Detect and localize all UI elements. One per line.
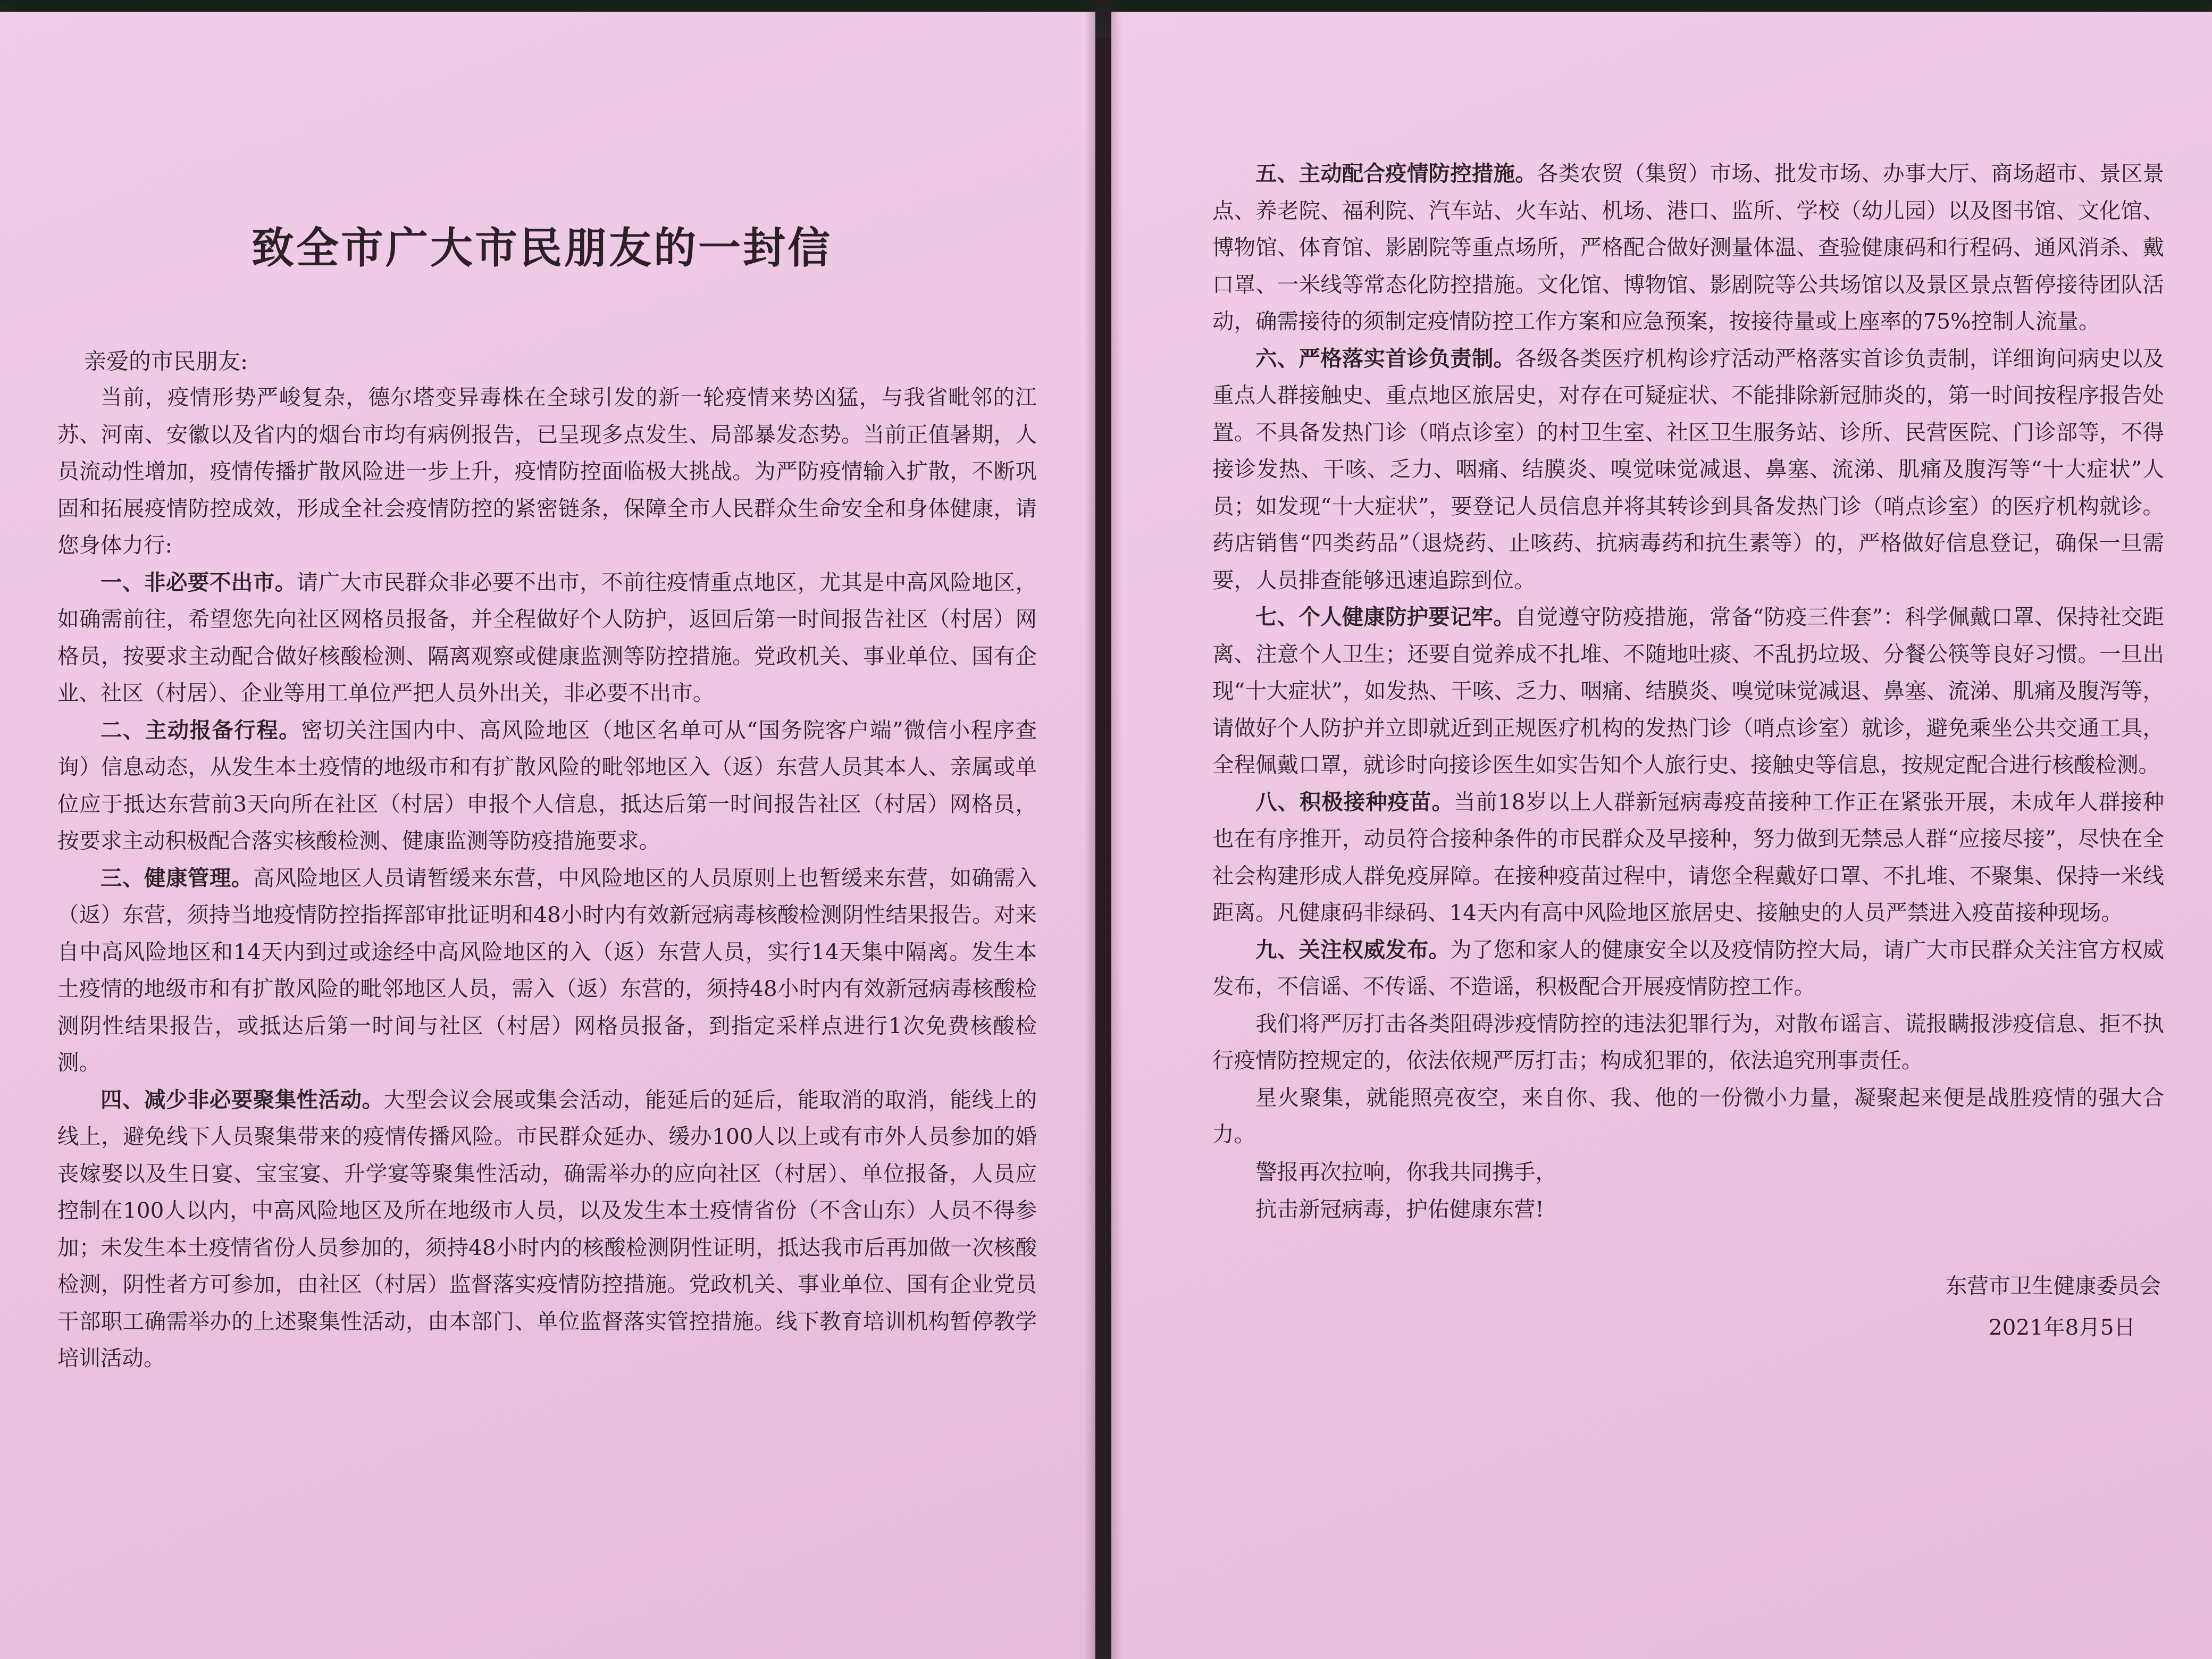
section-3 — [26, 860, 1037, 1082]
section-body: 密切关注国内中、高风险地区（地区名单可从“国务院客户端”微信小程序查询）信息动态，从发生本土疫情的地级市和有扩散风险的毗邻地区入（返）东营人员其本人、亲属或单位应于抵达东营前3天向所在社区（村居）申报个人信息，抵达后第一时间报告社区（村居）网格员，按要求主动积极配合落实核酸检测、健康监测等防疫措施要求。 — [57, 717, 1037, 853]
slogan-line-1: 警报再次拉响，你我共同携手， — [1255, 1159, 1557, 1185]
section-heading: 一、非必要不出市。 — [100, 569, 297, 595]
section-heading: 三、健康管理。 — [100, 865, 253, 891]
closing-paragraph-1: 我们将严厉打击各类阻碍涉疫情防控的违法犯罪行为，对散布谣言、谎报瞒报涉疫信息、拒不执行疫情防控规定的，依法依规严厉打击；构成犯罪的，依法追究刑事责任。 — [1212, 1010, 2164, 1073]
signature-date: 2021年8月5日 — [1988, 1314, 2135, 1340]
closing-paragraph-2: 星火聚集，就能照亮夜空，来自你、我、他的一份微小力量，凝聚起来便是战胜疫情的强大合力。 — [1212, 1084, 2164, 1147]
section-9 — [1212, 932, 2164, 1006]
intro-paragraph: 当前，疫情形势严峻复杂，德尔塔变异毒株在全球引发的新一轮疫情来势凶猛，与我省毗邻的江苏、河南、安徽以及省内的烟台市均有病例报告，已呈现多点发生、局部暴发态势。当前正值暑期，人员流动性增加，疫情传播扩散风险进一步上升，疫情防控面临极大挑战。为严防疫情输入扩散，不断巩固和拓展疫情防控成效，形成全社会疫情防控的紧密链条，保障全市人民群众生命安全和身体健康，请您身体力行: — [57, 384, 1037, 558]
section-body: 高风险地区人员请暂缓来东营，中风险地区的人员原则上也暂缓来东营，如确需入（返）东营，须持当地疫情防控指挥部审批证明和48小时内有效新冠病毒核酸检测阴性结果报告。对来自中高风险地区和14天内到过或途经中高风险地区的入（返）东营人员，实行14天集中隔离。发生本土疫情的地级市和有扩散风险的毗邻地区人员，需入（返）东营的，须持48小时内有效新冠病毒核酸检测阴性结果报告，或抵达后第一时间与社区（村居）网格员报备，到指定采样点进行1次免费核酸检测。 — [57, 865, 1037, 1075]
section-body: 为了您和家人的健康安全以及疫情防控大局，请广大市民群众关注官方权威发布，不信谣、不传谣、不造谣，积极配合开展疫情防控工作。 — [1212, 936, 2165, 999]
page-fold-shadow — [1085, 0, 1122, 1659]
signature-org: 东营市卫生健康委员会 — [1946, 1272, 2161, 1298]
section-8 — [1212, 784, 2164, 932]
section-body: 请广大市民群众非必要不出市，不前往疫情重点地区，尤其是中高风险地区，如确需前往，希望您先向社区网格员报备，并全程做好个人防护，返回后第一时间报告社区（村居）网格员，按要求主动配合做好核酸检测、隔离观察或健康监测等防控措施。党政机关、事业单位、国有企业、社区（村居）、企业等用工单位严把人员外出关，非必要不出市。 — [57, 569, 1037, 706]
section-heading: 九、关注权威发布。 — [1255, 936, 1451, 962]
signature-block — [1212, 1265, 2164, 1348]
section-1 — [26, 564, 1037, 712]
section-body: 各级各类医疗机构诊疗活动严格落实首诊负责制，详细询问病史以及重点人群接触史、重点地区旅居史，对存在可疑症状、不能排除新冠肺炎的，第一时间按程序报告处置。不具备发热门诊（哨点诊室）的村卫生室、社区卫生服务站、诊所、民营医院、门诊部等，不得接诊发热、干咳、乏力、咽痛、结膜炎、嗅觉味觉减退、鼻塞、流涕、肌痛及腹泻等“十大症状”人员；如发现“十大症状”，要登记人员信息并将其转诊到具备发热门诊（哨点诊室）的医疗机构就诊。药店销售“四类药品”（退烧药、止咳药、抗病毒药和抗生素等）的，严格做好信息登记，确保一旦需要，人员排查能够迅速追踪到位。 — [1212, 345, 2165, 593]
section-body: 自觉遵守防疫措施，常备“防疫三件套”：科学佩戴口罩、保持社交距离、注意个人卫生；还要自觉养成不扎堆、不随地吐痰、不乱扔垃圾、分餐公筷等良好习惯。一旦出现“十大症状”，如发热、干咳、乏力、咽痛、结膜炎、嗅觉味觉减退、鼻塞、流涕、肌痛及腹泻等，请做好个人防护并立即就近到正规医疗机构的发热门诊（哨点诊室）就诊，避免乘坐公共交通工具，全程佩戴口罩，就诊时向接诊医生如实告知个人旅行史、接触史等信息，按规定配合进行核酸检测。 — [1212, 604, 2164, 777]
letter-title: 致全市广大市民朋友的一封信 — [252, 223, 832, 273]
section-7 — [1212, 599, 2164, 784]
section-body: 大型会议会展或集会活动，能延后的延后，能取消的取消，能线上的线上，避免线下人员聚集带来的疫情传播风险。市民群众延办、缓办100人以上或有市外人员参加的婚丧嫁娶以及生日宴、宝宝宴、升学宴等聚集性活动，确需举办的应向社区（村居）、单位报备，人员应控制在100人以内，中高风险地区及所在地级市人员，以及发生本土疫情省份（不含山东）人员不得参加；未发生本土疫情省份人员参加的，须持48小时内的核酸检测阴性证明，抵达我市后再加做一次核酸检测，阴性者方可参加，由社区（村居）监督落实疫情防控措施。党政机关、事业单位、国有企业党员干部职工确需举办的上述聚集性活动，由本部门、单位监督落实管控措施。线下教育培训机构暂停教学培训活动。 — [57, 1086, 1037, 1371]
section-4 — [26, 1082, 1037, 1377]
section-heading: 四、减少非必要聚集性活动。 — [100, 1086, 384, 1112]
section-heading: 八、积极接种疫苗。 — [1255, 789, 1454, 815]
letter-page-right — [1111, 12, 2212, 1659]
section-body: 当前18岁以上人群新冠病毒疫苗接种工作正在紧张开展，未成年人群接种也在有序推开，动员符合接种条件的市民群众及早接种，努力做到无禁忌人群“应接尽接”，尽快在全社会构建形成人群免疫屏障。在接种疫苗过程中，请您全程戴好口罩、不扎堆、不聚集、保持一米线距离。凡健康码非绿码、14天内有高中风险地区旅居史、接触史的人员严禁进入疫苗接种现场。 — [1212, 789, 2164, 925]
section-5 — [1212, 155, 2164, 340]
section-heading: 二、主动报备行程。 — [100, 717, 301, 743]
section-body: 各类农贸（集贸）市场、批发市场、办事大厅、商场超市、景区景点、养老院、福利院、汽车站、火车站、机场、港口、监所、学校（幼儿园）以及图书馆、文化馆、博物馆、体育馆、影剧院等重点场所，严格配合做好测量体温、查验健康码和行程码、通风消杀、戴口罩、一米线等常态化防控措施。文化馆、博物馆、影剧院等公共场馆以及景区景点暂停接待团队活动，确需接待的须制定疫情防控工作方案和应急预案，按接待量或上座率的75%控制人流量。 — [1212, 161, 2165, 334]
letter-page-left — [0, 12, 1095, 1659]
section-6 — [1212, 340, 2164, 599]
section-2 — [26, 712, 1037, 860]
section-heading: 五、主动配合疫情防控措施。 — [1255, 161, 1537, 186]
slogan-line-2: 抗击新冠病毒，护佑健康东营! — [1255, 1196, 1544, 1222]
section-heading: 七、个人健康防护要记牢。 — [1255, 604, 1515, 630]
greeting: 亲爱的市民朋友: — [84, 348, 248, 374]
section-heading: 六、严格落实首诊负责制。 — [1255, 345, 1515, 371]
